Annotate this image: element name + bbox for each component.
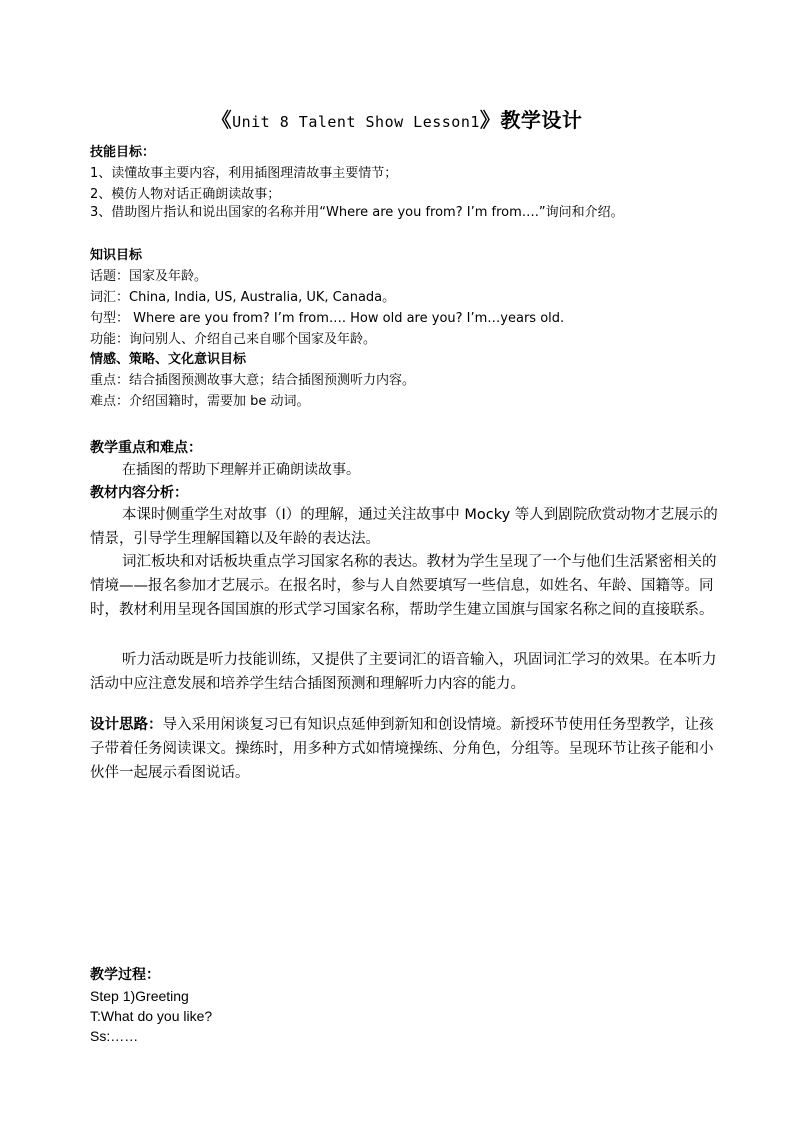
design-section bbox=[90, 713, 718, 785]
process-heading: 教学过程： bbox=[90, 967, 160, 983]
design-text: 导入采用闲谈复习已有知识点延伸到新知和创设情境。新授环节使用任务型教学，让孩子带着任务阅读课文。操练时，用多种方式如情境操练、分角色，分组等。呈现环节让孩子能和小伙伴一起展示看图说话。 bbox=[90, 717, 714, 781]
emotion-key: 重点：结合插图预测故事大意；结合插图预测听力内容。 bbox=[90, 373, 416, 388]
analysis-heading: 教材内容分析： bbox=[90, 485, 188, 501]
title-english: Unit 8 Talent Show Lesson1 bbox=[232, 113, 480, 131]
analysis-paragraph-2: 词汇板块和对话板块重点学习国家名称的表达。教材为学生呈现了一个与他们生活紧密相关的情境——报名参加才艺展示。在报名时，参与人自然要填写一些信息，如姓名、年龄、国籍等。同时，教材利用呈现各国国旗的形式学习国家名称，帮助学生建立国旗与国家名称之间的直接联系。 bbox=[90, 554, 717, 618]
keypoints-heading: 教学重点和难点： bbox=[90, 440, 202, 456]
process-students: Ss:…… bbox=[90, 1028, 139, 1044]
emotion-heading: 情感、策略、文化意识目标 bbox=[90, 352, 247, 367]
knowledge-pattern: 句型： Where are you from? I’m from…. How old are you? I’m…years old. bbox=[90, 311, 565, 326]
keypoints-text: 在插图的帮助下理解并正确朗读故事。 bbox=[122, 462, 360, 478]
skill-item-1: 1、读懂故事主要内容，利用插图理清故事主要情节； bbox=[90, 166, 398, 181]
knowledge-vocab: 词汇：China, India, US, Australia, UK, Canada。 bbox=[90, 290, 396, 305]
knowledge-heading: 知识目标 bbox=[90, 248, 143, 263]
title-open: 《 bbox=[211, 108, 233, 132]
skill-item-2: 2、模仿人物对话正确朗读故事； bbox=[90, 187, 281, 202]
title-close: 》教学设计 bbox=[479, 108, 583, 132]
knowledge-topic: 话题：国家及年龄。 bbox=[90, 269, 208, 284]
page-title bbox=[0, 104, 794, 133]
process-teacher: T:What do you like? bbox=[90, 1008, 213, 1024]
analysis-paragraph-3: 听力活动既是听力技能训练，又提供了主要词汇的语音输入，巩固词汇学习的效果。在本听力活动中应注意发展和培养学生结合插图预测和理解听力内容的能力。 bbox=[90, 652, 717, 692]
skill-item-3: 3、借助图片指认和说出国家的名称并用“Where are you from? I’m from….”询问和介绍。 bbox=[90, 205, 624, 220]
process-step: Step 1)Greeting bbox=[90, 988, 189, 1004]
design-heading: 设计思路： bbox=[90, 717, 163, 733]
emotion-difficult: 难点：介绍国籍时，需要加 be 动词。 bbox=[90, 394, 310, 409]
skill-heading: 技能目标： bbox=[90, 145, 156, 160]
analysis-paragraph-1: 本课时侧重学生对故事（I）的理解，通过关注故事中 Mocky 等人到剧院欣赏动物才艺展示的情景，引导学生理解国籍以及年龄的表达法。 bbox=[90, 507, 718, 547]
knowledge-function: 功能：询问别人、介绍自己来自哪个国家及年龄。 bbox=[90, 332, 377, 347]
